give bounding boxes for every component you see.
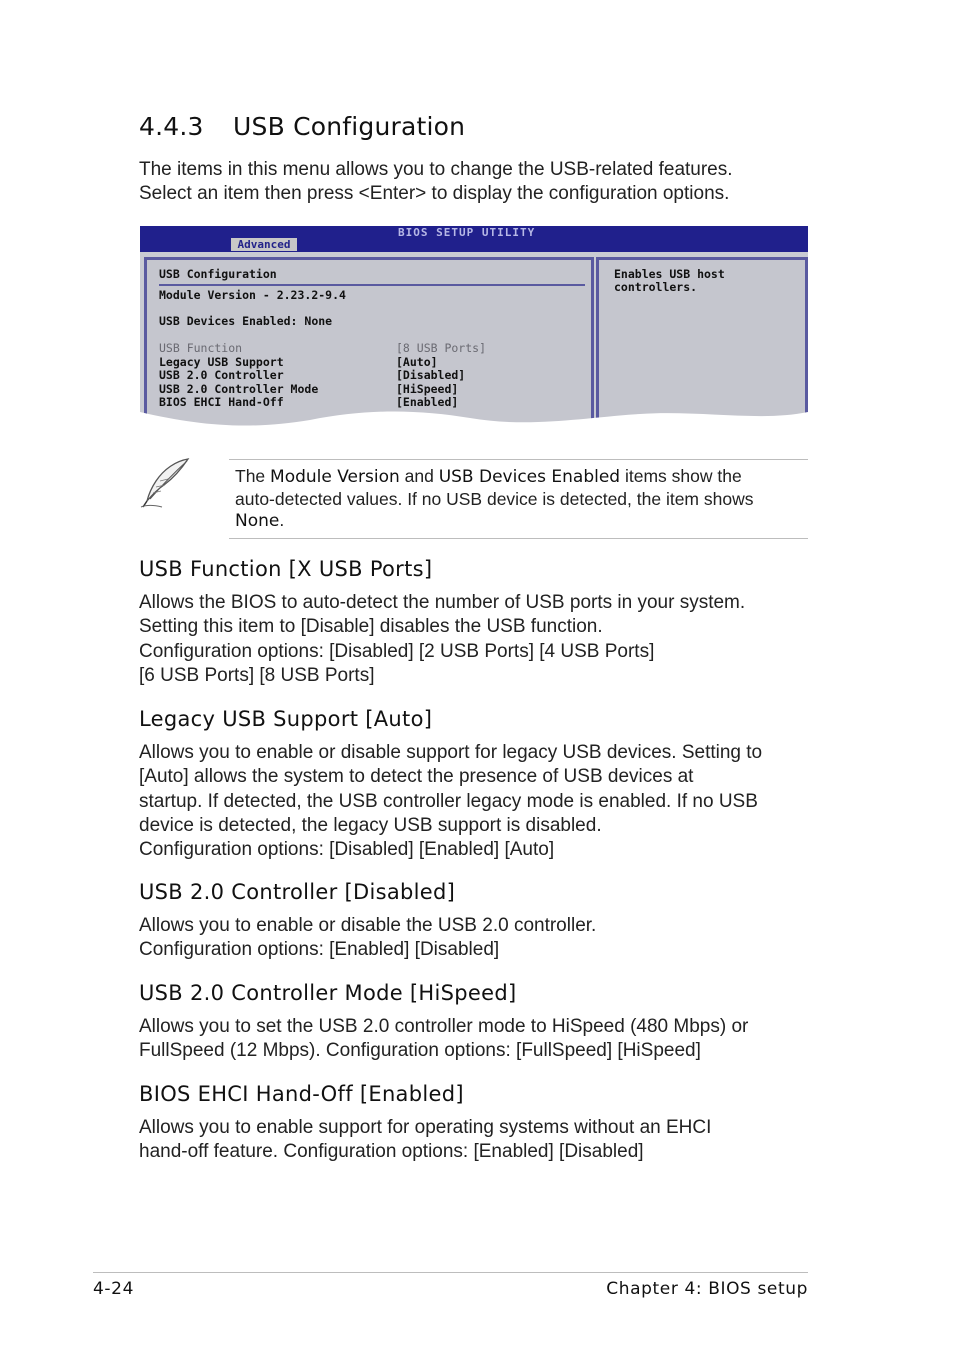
item-heading: USB Function [X USB Ports] bbox=[139, 557, 433, 581]
note-top-rule bbox=[229, 459, 808, 460]
bios-item-label: BIOS EHCI Hand-Off bbox=[159, 395, 284, 409]
desc-line: [6 USB Ports] [8 USB Ports] bbox=[139, 664, 375, 686]
bios-item-value: [Auto] bbox=[396, 355, 438, 369]
section-title: USB Configuration bbox=[233, 112, 466, 141]
desc-line: Configuration options: [Enabled] [Disabled] bbox=[139, 939, 500, 961]
note-line bbox=[235, 466, 805, 489]
item-description bbox=[139, 914, 596, 963]
item-description bbox=[139, 741, 762, 862]
note-fragment: . bbox=[279, 510, 285, 531]
page-number: 4-24 bbox=[93, 1279, 134, 1299]
footer-rule bbox=[93, 1272, 808, 1273]
item-heading: USB 2.0 Controller Mode [HiSpeed] bbox=[139, 981, 517, 1005]
section-heading bbox=[139, 112, 465, 141]
bios-item-value: [8 USB Ports] bbox=[396, 341, 487, 355]
bios-screenshot bbox=[140, 226, 808, 438]
item-heading: USB 2.0 Controller [Disabled] bbox=[139, 880, 456, 904]
torn-edge bbox=[140, 395, 808, 438]
note-text bbox=[235, 466, 805, 533]
intro-paragraph bbox=[139, 158, 733, 207]
bios-item-label: USB 2.0 Controller Mode bbox=[159, 382, 319, 396]
note-line bbox=[235, 510, 805, 533]
item-heading: BIOS EHCI Hand-Off [Enabled] bbox=[139, 1082, 464, 1106]
desc-line: [Auto] allows the system to detect the presence of USB devices at bbox=[139, 766, 694, 788]
note-bottom-rule bbox=[229, 538, 808, 539]
bios-help-line: Enables USB host bbox=[614, 267, 725, 281]
desc-line: Configuration options: [Disabled] [Enabled] [Auto] bbox=[139, 839, 555, 861]
desc-line: Setting this item to [Disable] disables the USB function. bbox=[139, 616, 603, 638]
desc-line: startup. If detected, the USB controller legacy mode is enabled. If no USB bbox=[139, 790, 758, 812]
desc-line: device is detected, the legacy USB support is disabled. bbox=[139, 814, 602, 836]
note-keyword: None bbox=[235, 511, 280, 532]
bios-devices-enabled: USB Devices Enabled: None bbox=[159, 314, 333, 328]
note-keyword: USB Devices Enabled bbox=[438, 467, 621, 487]
bios-item-value: [HiSpeed] bbox=[396, 382, 459, 396]
desc-line: Configuration options: [Disabled] [2 USB Ports] [4 USB Ports] bbox=[139, 640, 655, 662]
bios-header-title: BIOS SETUP UTILITY bbox=[398, 226, 536, 239]
bios-module-version: Module Version - 2.23.2-9.4 bbox=[159, 288, 346, 302]
section-number: 4.4.3 bbox=[139, 112, 204, 141]
desc-line: FullSpeed (12 Mbps). Configuration options: [FullSpeed] [HiSpeed] bbox=[139, 1040, 701, 1062]
bios-help-line: controllers. bbox=[614, 280, 698, 294]
bios-header-bar bbox=[140, 226, 808, 252]
item-heading: Legacy USB Support [Auto] bbox=[139, 707, 433, 731]
item-description bbox=[139, 1015, 748, 1064]
bios-item-value: [Enabled] bbox=[396, 395, 459, 409]
bios-tab-advanced: Advanced bbox=[231, 238, 297, 251]
note-fragment: The bbox=[235, 466, 271, 486]
note-keyword: Module Version bbox=[270, 467, 400, 487]
chapter-title: Chapter 4: BIOS setup bbox=[606, 1279, 808, 1299]
desc-line: Allows you to set the USB 2.0 controller mode to HiSpeed (480 Mbps) or bbox=[139, 1016, 749, 1037]
note-fragment: and bbox=[399, 466, 439, 486]
intro-line: Select an item then press <Enter> to display the configuration options. bbox=[139, 183, 730, 205]
note-fragment: items show the bbox=[620, 466, 742, 486]
bios-panel-title: USB Configuration bbox=[159, 267, 277, 281]
bios-item-label: USB 2.0 Controller bbox=[159, 368, 284, 382]
bios-divider bbox=[159, 284, 585, 286]
bios-item-label: USB Function bbox=[159, 341, 243, 355]
feather-pen-icon bbox=[138, 455, 194, 511]
bios-item-label: Legacy USB Support bbox=[159, 355, 284, 369]
desc-line: Allows you to enable or disable support for legacy USB devices. Setting to bbox=[139, 742, 763, 763]
bios-item-value: [Disabled] bbox=[396, 368, 466, 382]
desc-line: Allows you to enable support for operating systems without an EHCI bbox=[139, 1117, 712, 1138]
desc-line: Allows you to enable or disable the USB 2.0 controller. bbox=[139, 915, 597, 936]
desc-line: hand-off feature. Configuration options: [Enabled] [Disabled] bbox=[139, 1141, 644, 1163]
intro-line: The items in this menu allows you to change the USB-related features. bbox=[139, 159, 733, 180]
note-line: auto-detected values. If no USB device is detected, the item shows bbox=[235, 488, 754, 509]
item-description bbox=[139, 1116, 711, 1165]
desc-line: Allows the BIOS to auto-detect the number of USB ports in your system. bbox=[139, 592, 746, 613]
item-description bbox=[139, 591, 745, 688]
